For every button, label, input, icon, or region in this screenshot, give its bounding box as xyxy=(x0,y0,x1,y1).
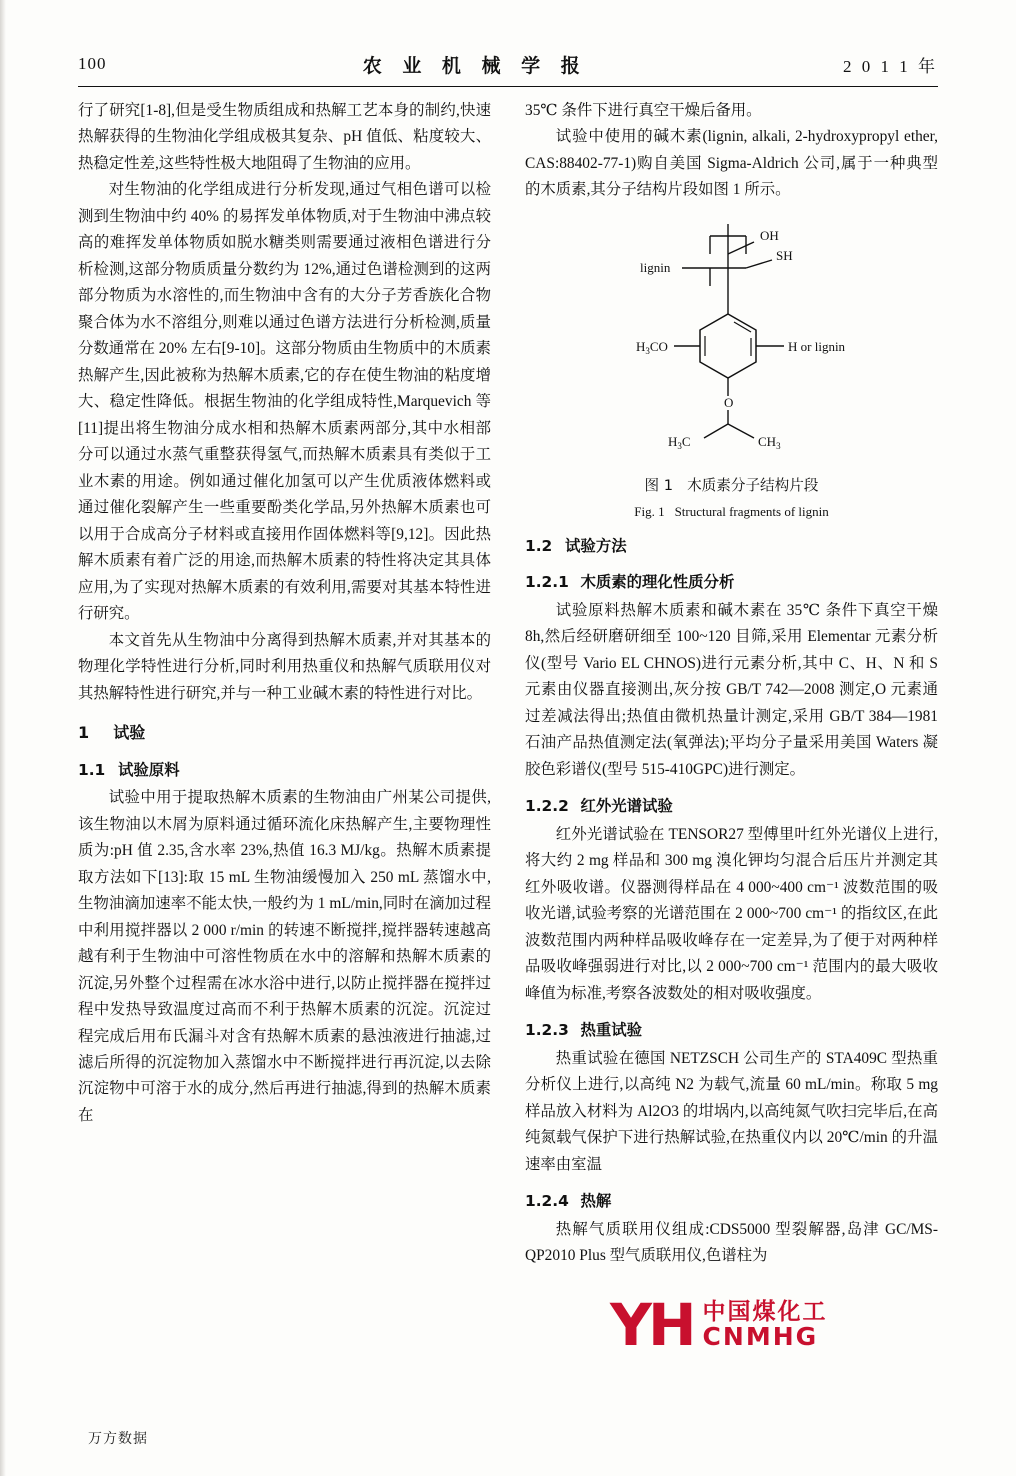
heading-section-1-2-3-title: 热重试验 xyxy=(580,1021,643,1040)
journal-title: 农 业 机 械 学 报 xyxy=(362,54,587,77)
figure-1-title-en: Structural fragments of lignin xyxy=(674,503,829,519)
figure-1-caption-cn xyxy=(525,473,938,498)
watermark-text-cn: 中国煤化工 xyxy=(702,1298,828,1325)
figure-1-caption-en xyxy=(525,501,938,523)
heading-section-1-title: 试验 xyxy=(113,723,146,743)
heading-section-1-2-4-title: 热解 xyxy=(580,1192,612,1211)
heading-section-1-2-3 xyxy=(525,1017,938,1043)
heading-section-1-2-4-number: 1.2.4 xyxy=(525,1192,569,1211)
heading-section-1-1-title: 试验原料 xyxy=(118,760,180,779)
page-header xyxy=(78,44,938,84)
heading-section-1-2-4 xyxy=(525,1188,938,1214)
heading-section-1-2-2-number: 1.2.2 xyxy=(525,797,569,816)
paragraph-drying: 35℃ 条件下进行真空干燥后备用。 xyxy=(525,102,762,119)
heading-section-1-1-number: 1.1 xyxy=(78,760,106,779)
heading-section-1 xyxy=(78,719,491,747)
paragraph-ftir: 红外光谱试验在 TENSOR27 型傅里叶红外光谱仪上进行,将大约 2 mg 样品和 300 mg 溴化钾均匀混合后压片并测定其红外吸收谱。仪器测得样品在 4 000~400 cm⁻¹ 波数范围的吸收光谱,试验考察的光谱范围在 2 000~700 cm⁻¹ 的指纹区,在此波数范围内两种样品吸收峰存在一定差异,为了便于对两种样品吸收峰强弱进行对比,以 2 000~700 cm⁻¹ 范围内的最大吸收峰值为标准,考察各波数处的相对吸收强度。 xyxy=(525,825,938,1002)
label-h3co: $H_3CO$ xyxy=(635,338,668,356)
page-number: 100 xyxy=(78,54,107,73)
label-ch3: $CH_3$ xyxy=(757,433,781,451)
heading-section-1-1 xyxy=(78,757,491,783)
figure-1 xyxy=(525,210,938,523)
heading-section-1-2-1-number: 1.2.1 xyxy=(525,573,569,592)
figure-1-label-en: Fig. 1 xyxy=(634,503,665,519)
paragraph-tga: 热重试验在德国 NETZSCH 公司生产的 STA409C 型热重分析仪上进行,以高纯 N2 为载气,流量 60 mL/min。称取 5 mg 样品放入材料为 Al2O3 的坩埚内,以高纯氮气吹扫完毕后,在高纯氮载气保护下进行热解试验,在热重仪内以 20℃/min 的升温速率由室温 xyxy=(525,1049,938,1173)
heading-section-1-2-3-number: 1.2.3 xyxy=(525,1021,569,1040)
label-h-or-lignin: H or lignin xyxy=(787,338,845,354)
two-column-body xyxy=(78,98,938,1386)
paragraph-materials: 试验中用于提取热解木质素的生物油由广州某公司提供,该生物油以木屑为原料通过循环流化床热解产生,主要物理性质为:pH 值 2.35,含水率 23%,热值 16.3 MJ/kg。热解木质素提取方法如下[13]:取 15 mL 生物油缓慢加入 250 mL 蒸馏水中,生物油滴加速率不能太快,一般约为 1 mL/min,同时在滴加过程中利用搅拌器以 2 000 r/min 的转速不断搅拌,搅拌器转速越高越有利于生物油中可溶性物质在水中的溶解和热解木质素的沉淀,另外整个过程需在冰水浴中进行,以防止搅拌器在搅拌过程中发热导致温度过高而不利于热解木质素的沉淀。沉淀过程完成后用布氏漏斗对含有热解木质素的悬浊液进行抽滤,过滤后所得的沉淀物加入蒸馏水中不断搅拌进行再沉淀,以去除沉淀物中可溶于水的成分,然后再进行抽滤,得到的热解木质素在 xyxy=(78,789,491,1124)
figure-1-label-cn: 图 1 xyxy=(644,477,674,495)
heading-section-1-2-2-title: 红外光谱试验 xyxy=(580,797,673,816)
label-o: O xyxy=(723,394,733,410)
heading-section-1-2-2 xyxy=(525,793,938,819)
label-lignin-left: lignin xyxy=(639,259,670,275)
heading-section-1-2 xyxy=(525,533,938,559)
label-h3c: $H_3C$ xyxy=(667,433,691,451)
heading-section-1-2-1 xyxy=(525,569,938,595)
label-sh: SH xyxy=(775,247,793,263)
paragraph-pygcms: 热解气质联用仪组成:CDS5000 型裂解器,岛津 GC/MS-QP2010 Plus 型气质联用仪,色谱柱为 xyxy=(525,1220,938,1264)
figure-1-title-cn: 木质素分子结构片段 xyxy=(687,477,819,495)
publication-year: 2 0 1 1 年 xyxy=(842,56,938,76)
paragraph-alkali-lignin: 试验中使用的碱木素(lignin, alkali, 2-hydroxypropyl ether, CAS:88402-77-1)购自美国 Sigma-Aldrich 公司,属于一种典型的木质素,其分子结构片段如图 1 所示。 xyxy=(525,128,938,199)
left-column xyxy=(78,98,491,1386)
right-column xyxy=(525,98,938,1386)
footer-database: 万方数据 xyxy=(88,1431,148,1447)
heading-section-1-number: 1 xyxy=(78,723,90,743)
header-divider xyxy=(78,86,938,87)
paragraph-physicochemical: 试验原料热解木质素和碱木素在 35℃ 条件下真空干燥 8h,然后经研磨研细至 100~120 目筛,采用 Elementar 元素分析仪(型号 Vario EL CHNOS)进行元素分析,其中 C、H、N 和 S 元素由仪器直接测出,灰分按 GB/T 742—2008 测定,O 元素通过差减法得出;热值由微机热量计测定,采用 GB/T 384—1981 石油产品热值测定法(氧弹法);平均分子量采用美国 Waters 凝胶色彩谱仪(型号 515-410GPC)进行测定。 xyxy=(525,601,938,778)
paragraph-scope: 本文首先从生物油中分离得到热解木质素,并对其基本的物理化学特性进行分析,同时利用热重仪和热解气质联用仪对其热解特性进行研究,并与一种工业碱木素的特性进行对比。 xyxy=(78,631,491,702)
watermark-mark: YH xyxy=(610,1291,693,1359)
paragraph-composition: 对生物油的化学组成进行分析发现,通过气相色谱可以检测到生物油中约 40% 的易挥发单体物质,对于生物油中沸点较高的难挥发单体物质如脱水糖类则需要通过液相色谱进行分析检测,这部分物质质量分数约为 12%,通过色谱检测到的这两部分物质为水溶性的,而生物油中含有的大分子芳香族化合物聚合体为水不溶组分,则难以通过色谱方法进行分析检测,质量分数通常在 20% 左右[9-10]。这部分物质由生物质中的木质素热解产生,因此被称为热解木质素,它的存在使生物油的粘度增大、稳定性降低。根据生物油的化学组成特性,Marquevich 等[11]提出将生物油分成水相和热解木质素两部分,其中水相部分可以通过水蒸气重整获得氢气,而热解木质素具有类似于工业木素的用途。例如通过催化加氢可以产生优质液体燃料或通过催化裂解产生一些重要酚类化学品,另外热解木质素也可以用于合成高分子材料或直接用作固体燃料等[9,12]。因此热解木质素有着广泛的用途,而热解木质素的特性将决定其具体应用,为了实现对热解木质素的有效利用,需要对其基本特性进行研究。 xyxy=(78,181,491,623)
heading-section-1-2-1-title: 木质素的理化性质分析 xyxy=(580,573,735,592)
watermark-text-en: CNMHG xyxy=(702,1321,819,1351)
lignin-structure-diagram xyxy=(532,210,932,460)
heading-section-1-2-title: 试验方法 xyxy=(565,536,627,555)
paragraph-intro: 行了研究[1-8],但是受生物质组成和热解工艺本身的制约,快速热解获得的生物油化学组成极其复杂、pH 值低、粘度较大、热稳定性差,这些特性极大地阻碍了生物油的应用。 xyxy=(78,102,491,172)
heading-section-1-2-number: 1.2 xyxy=(525,536,553,555)
label-oh: OH xyxy=(759,227,779,243)
